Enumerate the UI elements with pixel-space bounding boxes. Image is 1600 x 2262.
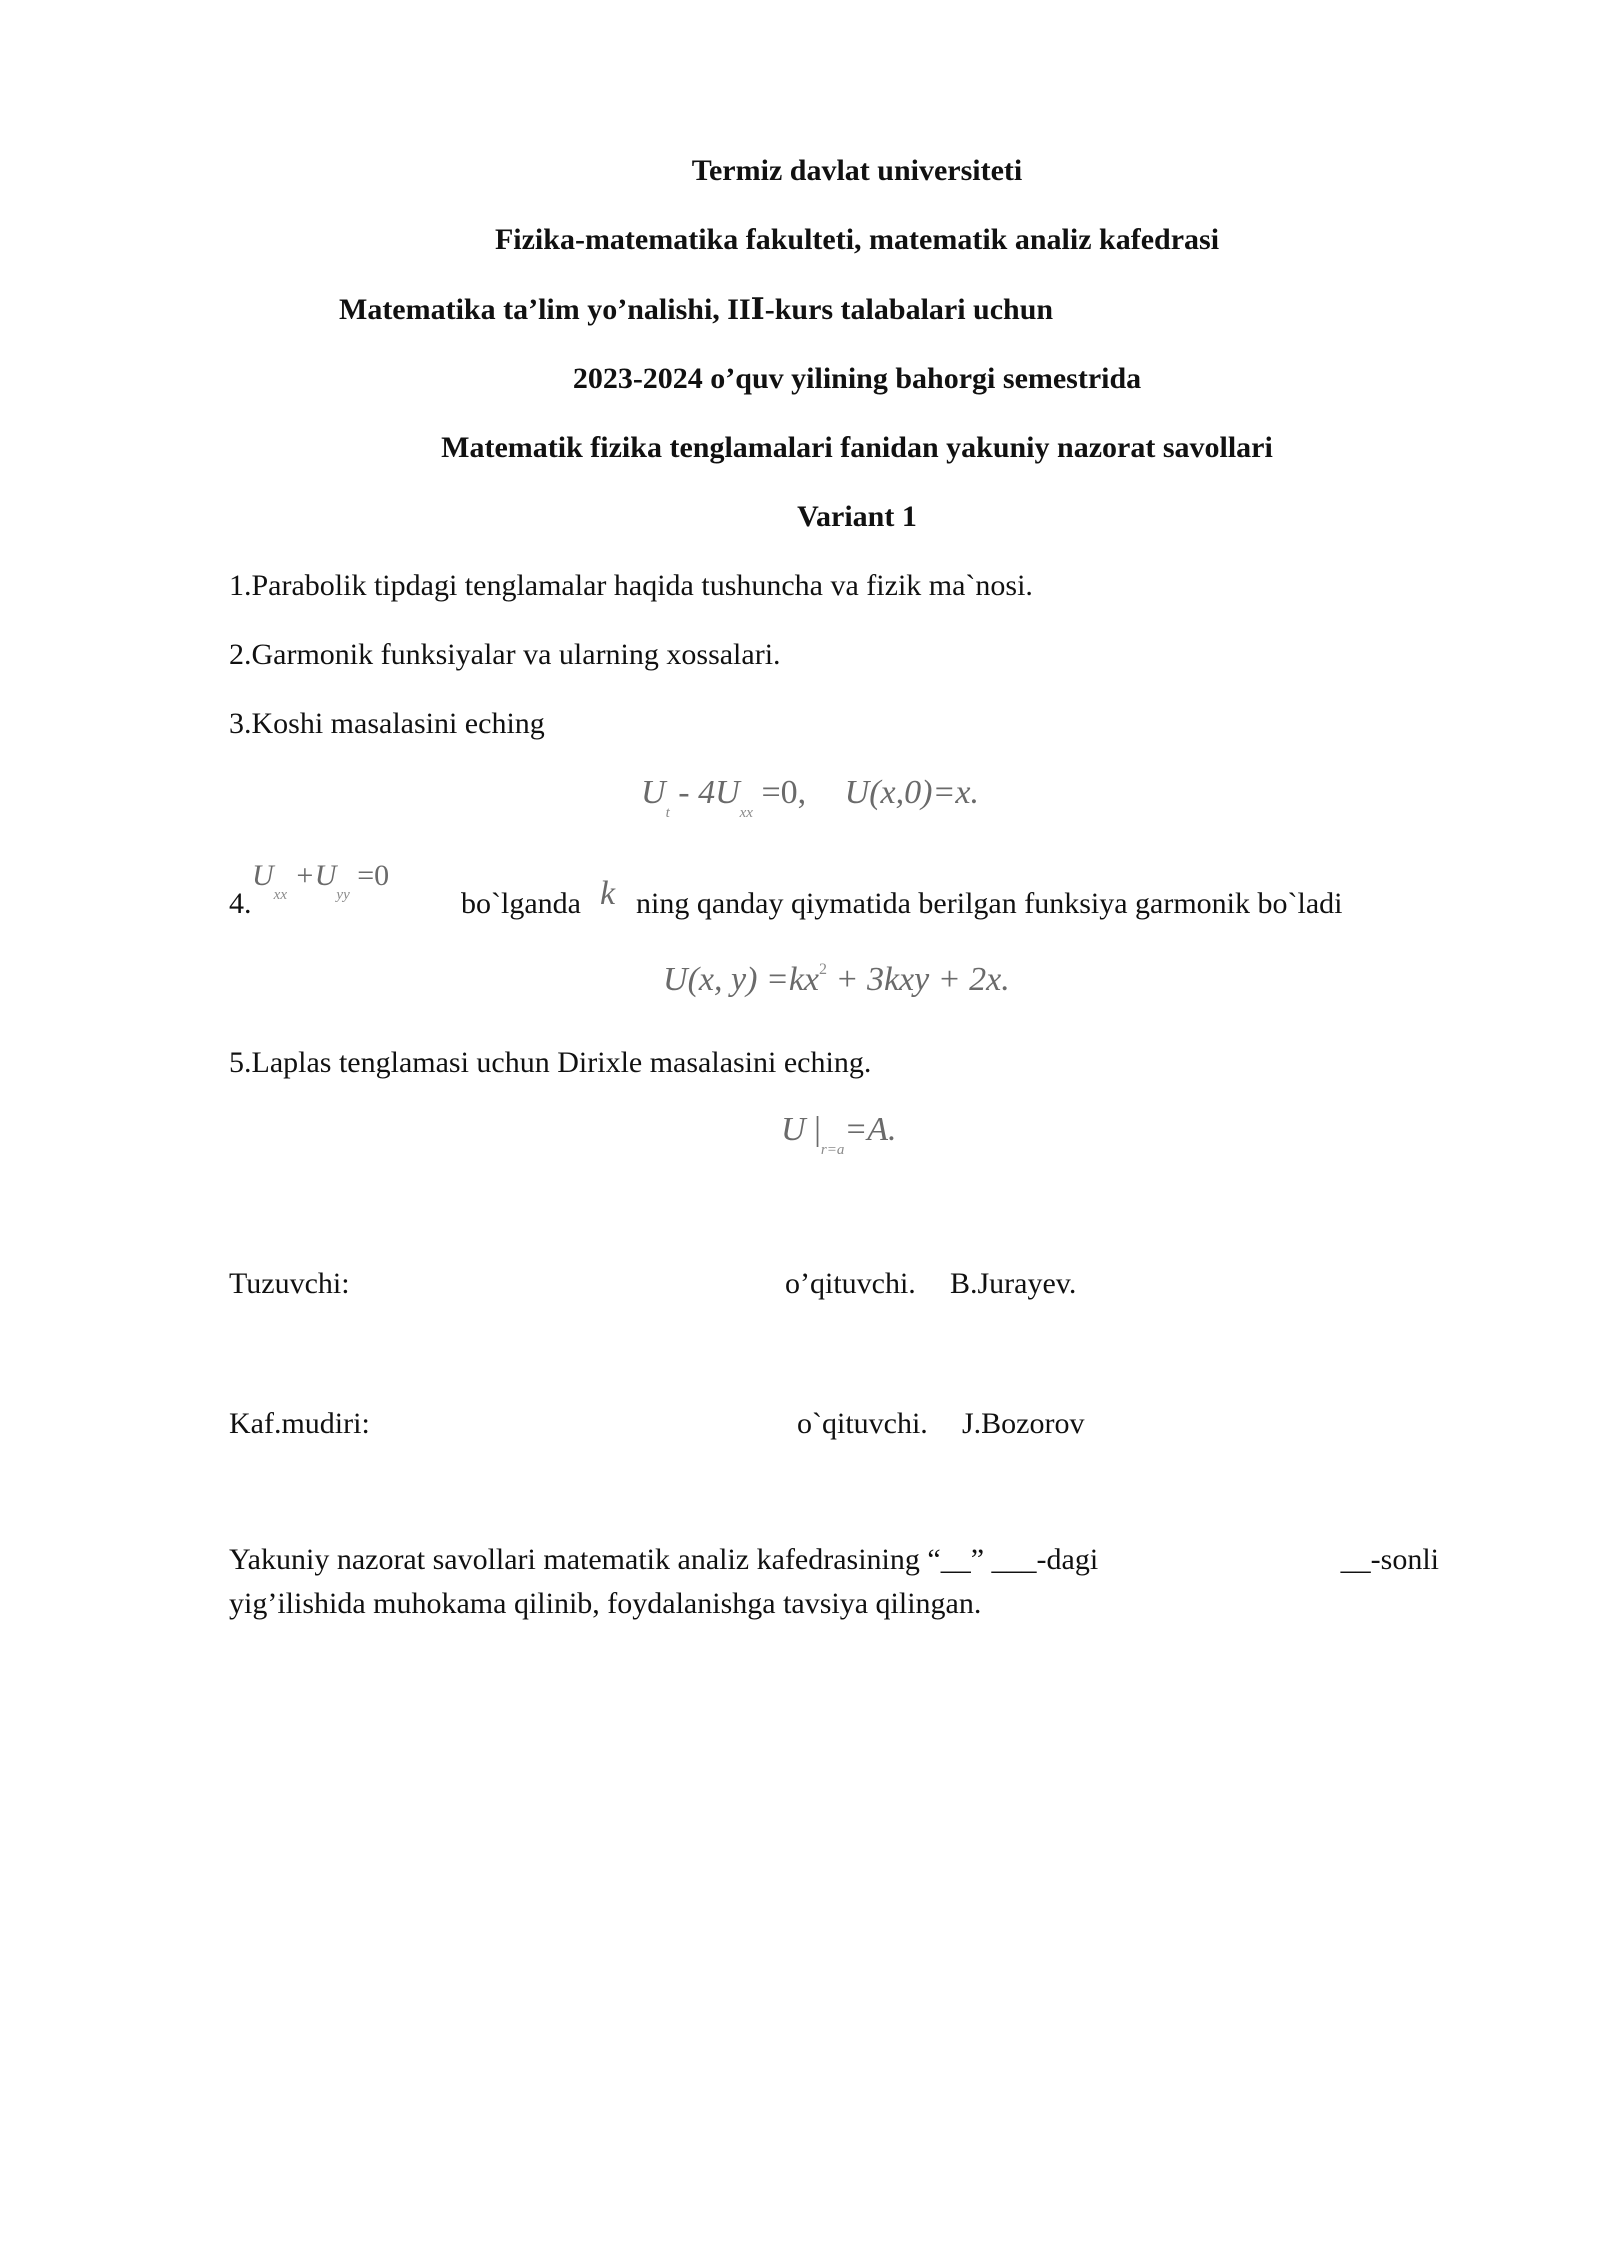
q5-bar: | xyxy=(814,1111,821,1148)
head-name: J.Bozorov xyxy=(962,1407,1085,1440)
variant-label: Variant 1 xyxy=(797,500,917,533)
q3-coef: 4U xyxy=(698,774,740,811)
q3-minus: - xyxy=(678,774,690,811)
question-2: 2.Garmonik funksiyalar va ularning xossalari. xyxy=(229,638,781,671)
semester-line: 2023-2024 o’quv yilining bahorgi semestrida xyxy=(572,362,1142,395)
approval-line-1-left: Yakuniy nazorat savollari matematik analiz kafedrasining “__” ___-dagi xyxy=(229,1543,1099,1576)
question-3-formula xyxy=(641,773,979,819)
question-3: 3.Koshi masalasini eching xyxy=(229,707,545,740)
head-label: Kaf.mudiri: xyxy=(229,1407,370,1440)
q3-args: (x,0) xyxy=(869,774,933,811)
faculty-line: Fizika-matematika fakulteti, matematik analiz kafedrasi xyxy=(494,223,1220,256)
question-1: 1.Parabolik tipdagi tenglamalar haqida tushuncha va fizik ma`nosi. xyxy=(229,569,1033,602)
approval-note xyxy=(229,1538,1439,1626)
q4-sub-yy: yy xyxy=(336,887,350,903)
compiler-name: B.Jurayev. xyxy=(950,1267,1077,1300)
q3-eq0: =0, xyxy=(761,774,807,811)
head-role: o`qituvchi. xyxy=(797,1407,928,1440)
question-4-text-a: bo`lganda xyxy=(461,887,581,920)
program-line xyxy=(339,292,1053,328)
q5-sub: r=a xyxy=(820,1142,845,1158)
q4-k-symbol: k xyxy=(600,875,616,912)
subject-line: Matematik fizika tenglamalari fanidan yakuniy nazorat savollari xyxy=(441,431,1273,464)
question-4-k xyxy=(600,874,615,914)
q4f-sup-2: 2 xyxy=(819,961,828,978)
q3-eqx: =x. xyxy=(932,774,979,811)
question-4-condition xyxy=(252,856,389,901)
approval-line-2: yig’ilishida muhokama qilinib, foydalanishga tavsiya qilingan. xyxy=(229,1587,982,1620)
q3-u2: U xyxy=(844,774,870,811)
q4f-eq: =kx xyxy=(765,961,820,998)
question-5-formula xyxy=(781,1110,897,1156)
program-suffix: -kurs talabalari uchun xyxy=(764,293,1054,326)
approval-line-1 xyxy=(229,1538,1439,1582)
q4-eq0: =0 xyxy=(357,859,390,892)
compiler-label: Tuzuvchi: xyxy=(229,1267,350,1300)
question-5: 5.Laplas tenglamasi uchun Dirixle masalasini eching. xyxy=(229,1046,872,1079)
q4-plus-u: +U xyxy=(294,859,337,892)
q5-u: U xyxy=(781,1111,806,1148)
question-4-text-b: ning qanday qiymatida berilgan funksiya garmonik bo`ladi xyxy=(636,887,1343,920)
program-prefix: Matematika ta’lim yo’nalishi, II xyxy=(339,293,751,326)
q3-sub-xx: xx xyxy=(739,805,753,821)
q3-u: U xyxy=(641,774,666,811)
approval-line-1-right: __-sonli xyxy=(1340,1543,1439,1576)
q5-eq: =A. xyxy=(844,1111,897,1148)
q4f-args: (x, y) xyxy=(687,961,758,998)
question-4-number: 4. xyxy=(229,887,252,920)
university-title: Termiz davlat universiteti xyxy=(691,154,1023,187)
program-roman-i: I xyxy=(750,292,765,327)
question-4-formula xyxy=(663,960,1010,1006)
q4-u: U xyxy=(252,859,274,892)
q4f-rest: + 3kxy + 2x. xyxy=(835,961,1010,998)
compiler-role: o’qituvchi. xyxy=(785,1267,916,1300)
q3-sub-t: t xyxy=(665,805,670,821)
q4-sub-xx: xx xyxy=(273,887,287,903)
q4f-u: U xyxy=(663,961,688,998)
